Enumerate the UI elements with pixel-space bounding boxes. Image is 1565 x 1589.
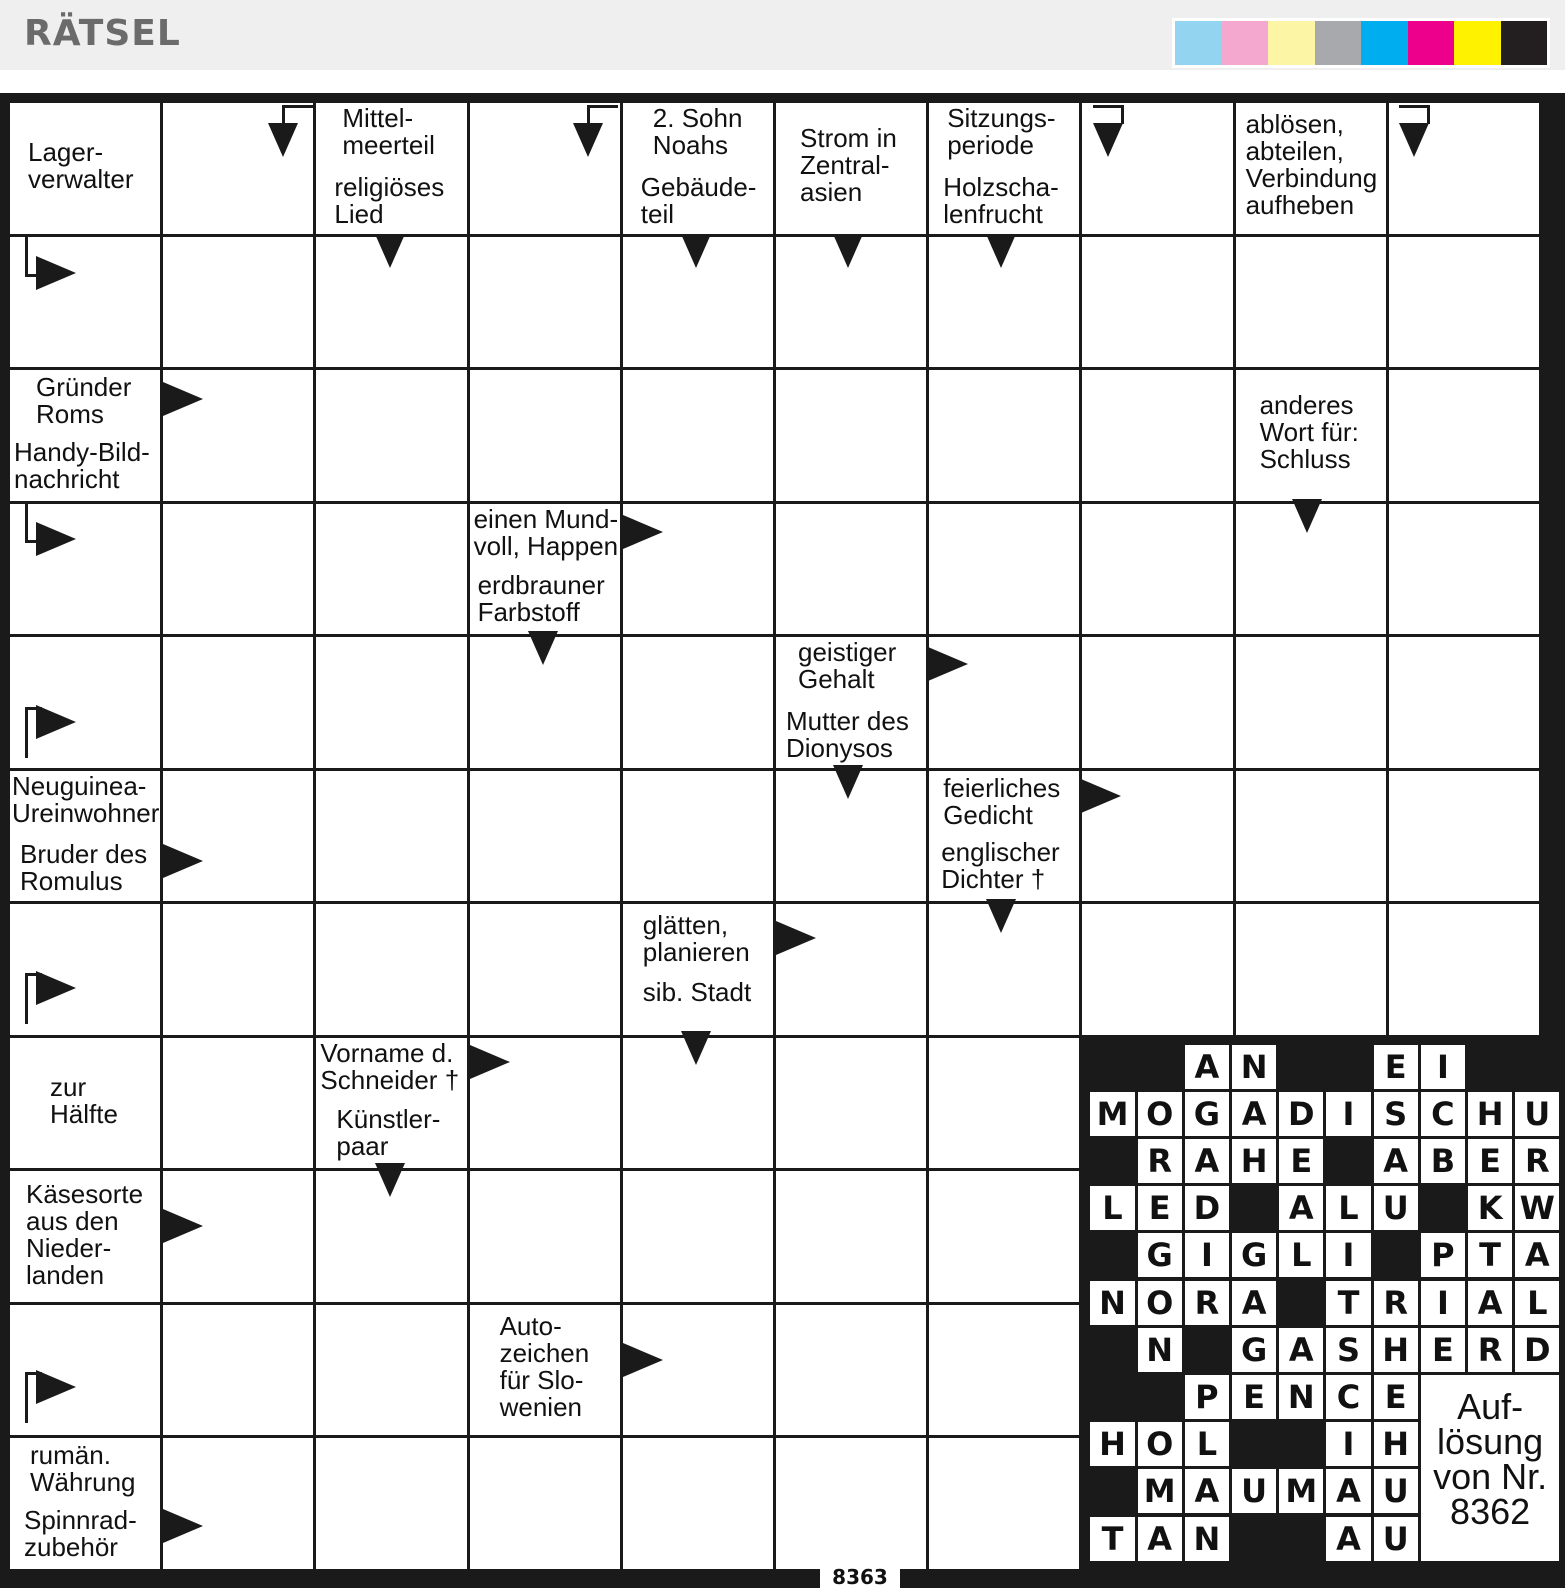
answer-cell[interactable]	[470, 370, 620, 501]
solution-letter: A	[1374, 1139, 1418, 1183]
answer-cell[interactable]	[163, 1438, 313, 1569]
answer-cell[interactable]	[470, 904, 620, 1035]
solution-letter: H	[1090, 1422, 1134, 1466]
solution-letter: B	[1421, 1139, 1465, 1183]
arrow-right-icon	[163, 844, 203, 878]
arrow-right-icon	[163, 382, 203, 416]
solution-letter: A	[1326, 1469, 1370, 1513]
color-swatch	[1361, 21, 1408, 65]
clue-zur-haelfte: zur Hälfte	[10, 1038, 160, 1169]
arrow-down-icon	[268, 123, 298, 157]
arrow-hook-icon	[25, 973, 42, 1024]
solution-letter: A	[1232, 1281, 1276, 1325]
arrow-hook-icon	[25, 707, 42, 758]
solution-letter: T	[1326, 1281, 1370, 1325]
solution-letter: E	[1138, 1186, 1182, 1230]
solution-letter: H	[1374, 1328, 1418, 1372]
arrow-down-icon	[833, 765, 863, 799]
solution-letter: I	[1326, 1092, 1370, 1136]
arrow-down-icon	[573, 123, 603, 157]
solution-letter: C	[1326, 1375, 1370, 1419]
clue-strom-zentralasien: Strom in Zentral- asien	[776, 103, 926, 234]
answer-cell[interactable]	[316, 904, 466, 1035]
solution-letter: T	[1468, 1233, 1512, 1277]
answer-cell[interactable]	[163, 1038, 313, 1169]
clue-sitzungsperiode: Sitzungs- periode	[929, 103, 1079, 167]
clue-mundvoll-happen: einen Mund- voll, Happen	[470, 504, 620, 568]
answer-cell[interactable]	[623, 370, 773, 501]
answer-cell[interactable]	[1389, 637, 1539, 768]
arrow-hook-icon	[25, 502, 42, 543]
solution-letter: A	[1185, 1045, 1229, 1089]
answer-cell[interactable]	[470, 237, 620, 368]
section-title: RÄTSEL	[24, 13, 181, 54]
arrow-hook-icon	[282, 105, 313, 124]
clue-englischer-dichter: englischer Dichter †	[929, 837, 1079, 901]
answer-cell[interactable]	[776, 1038, 926, 1169]
answer-cell[interactable]	[776, 370, 926, 501]
solution-letter: R	[1138, 1139, 1182, 1183]
answer-cell[interactable]	[1082, 637, 1232, 768]
answer-cell[interactable]	[470, 1438, 620, 1569]
answer-cell[interactable]	[1236, 637, 1386, 768]
arrow-right-icon	[1081, 779, 1121, 813]
arrow-right-icon	[36, 522, 76, 556]
clue-kaesesorte: Käsesorte aus den Nieder- landen	[10, 1171, 160, 1302]
solution-letter: R	[1185, 1281, 1229, 1325]
arrow-down-icon	[986, 899, 1016, 933]
color-swatch	[1454, 21, 1501, 65]
solution-letter: S	[1326, 1328, 1370, 1372]
solution-letter: C	[1421, 1092, 1465, 1136]
clue-abloesen: ablösen, abteilen, Verbindung aufheben	[1236, 103, 1386, 234]
solution-letter: I	[1421, 1045, 1465, 1089]
answer-cell[interactable]	[929, 504, 1079, 635]
solution-letter: T	[1090, 1517, 1134, 1561]
answer-cell[interactable]	[929, 370, 1079, 501]
solution-letter: D	[1185, 1186, 1229, 1230]
arrow-right-icon	[623, 515, 663, 549]
solution-letter: L	[1279, 1233, 1323, 1277]
clue-autozeichen-slowenien: Auto- zeichen für Slo- wenien	[470, 1305, 620, 1436]
arrow-down-icon	[681, 234, 711, 268]
puzzle-number: 8363	[820, 1566, 900, 1588]
clue-bruder-romulus: Bruder des Romulus	[10, 837, 160, 901]
arrow-right-icon	[36, 971, 76, 1005]
solution-letter: R	[1468, 1328, 1512, 1372]
answer-cell[interactable]	[1389, 504, 1539, 635]
answer-cell[interactable]	[163, 504, 313, 635]
color-swatch	[1408, 21, 1455, 65]
solution-letter: S	[1374, 1092, 1418, 1136]
answer-cell[interactable]	[163, 904, 313, 1035]
arrow-down-icon	[833, 234, 863, 268]
answer-cell[interactable]	[929, 1171, 1079, 1302]
solution-letter: G	[1185, 1092, 1229, 1136]
solution-letter: D	[1515, 1328, 1559, 1372]
solution-letter: E	[1232, 1375, 1276, 1419]
arrow-down-icon	[1292, 499, 1322, 533]
solution-letter: P	[1421, 1233, 1465, 1277]
solution-letter: L	[1515, 1281, 1559, 1325]
solution-letter: A	[1185, 1469, 1229, 1513]
solution-letter: A	[1279, 1186, 1323, 1230]
solution-letter: M	[1279, 1469, 1323, 1513]
clue-neuguinea-ureinwohner: Neuguinea- Ureinwohner	[10, 771, 160, 835]
arrow-hook-icon	[1399, 105, 1430, 124]
answer-cell[interactable]	[1389, 771, 1539, 902]
clue-religioeses-lied: religiöses Lied	[316, 170, 466, 234]
clue-glaetten-planieren: glätten, planieren	[623, 904, 773, 968]
solution-letter: D	[1279, 1092, 1323, 1136]
clue-feierliches-gedicht: feierliches Gedicht	[929, 771, 1079, 835]
answer-cell[interactable]	[1082, 370, 1232, 501]
solution-letter: O	[1138, 1092, 1182, 1136]
solution-letter: H	[1232, 1139, 1276, 1183]
clue-lagerverwalter: Lager- verwalter	[10, 103, 160, 234]
answer-cell[interactable]	[316, 771, 466, 902]
solution-letter: E	[1468, 1139, 1512, 1183]
answer-cell[interactable]	[623, 771, 773, 902]
solution-letter: A	[1279, 1328, 1323, 1372]
solution-letter: R	[1515, 1139, 1559, 1183]
solution-letter: G	[1232, 1328, 1276, 1372]
solution-letter: N	[1279, 1375, 1323, 1419]
solution-letter: A	[1185, 1139, 1229, 1183]
arrow-down-icon	[986, 234, 1016, 268]
answer-cell[interactable]	[470, 1171, 620, 1302]
solution-letter: E	[1421, 1328, 1465, 1372]
solution-letter: O	[1138, 1281, 1182, 1325]
arrow-right-icon	[36, 1370, 76, 1404]
answer-cell[interactable]	[623, 1438, 773, 1569]
solution-letter: H	[1468, 1092, 1512, 1136]
solution-letter: G	[1232, 1233, 1276, 1277]
answer-cell[interactable]	[316, 370, 466, 501]
clue-spinnradzubehoer: Spinnrad- zubehör	[10, 1505, 160, 1569]
solution-letter: N	[1185, 1517, 1229, 1561]
answer-cell[interactable]	[1236, 237, 1386, 368]
color-swatch	[1315, 21, 1362, 65]
answer-cell[interactable]	[776, 1171, 926, 1302]
solution-letter: U	[1232, 1469, 1276, 1513]
solution-letter: U	[1374, 1469, 1418, 1513]
solution-letter: A	[1326, 1517, 1370, 1561]
arrow-down-icon	[1399, 123, 1429, 157]
arrow-down-icon	[1093, 123, 1123, 157]
answer-cell[interactable]	[1389, 370, 1539, 501]
solution-letter: O	[1138, 1422, 1182, 1466]
answer-cell[interactable]	[1082, 237, 1232, 368]
arrow-down-icon	[375, 1163, 405, 1197]
clue-gebaeudeteil: Gebäude- teil	[623, 170, 773, 234]
clue-erdbrauner-farbstoff: erdbrauner Farbstoff	[470, 570, 620, 634]
answer-cell[interactable]	[623, 637, 773, 768]
solution-letter: H	[1374, 1422, 1418, 1466]
solution-letter: W	[1515, 1186, 1559, 1230]
color-swatch	[1268, 21, 1315, 65]
arrow-hook-icon	[1093, 105, 1124, 124]
answer-cell[interactable]	[776, 504, 926, 635]
solution-letter: U	[1515, 1092, 1559, 1136]
solution-letter: A	[1138, 1517, 1182, 1561]
color-calibration-strip	[1172, 18, 1550, 68]
solution-letter: N	[1232, 1045, 1276, 1089]
answer-cell[interactable]	[1389, 237, 1539, 368]
arrow-hook-icon	[25, 236, 42, 277]
clue-mittelmeerteil: Mittel- meerteil	[316, 103, 466, 167]
solution-letter: L	[1185, 1422, 1229, 1466]
answer-cell[interactable]	[929, 1038, 1079, 1169]
clue-anderes-wort-schluss: anderes Wort für: Schluss	[1236, 370, 1386, 501]
solution-letter: K	[1468, 1186, 1512, 1230]
solution-letter: M	[1090, 1092, 1134, 1136]
solution-letter: N	[1090, 1281, 1134, 1325]
solution-letter: E	[1279, 1139, 1323, 1183]
arrow-hook-icon	[587, 105, 618, 124]
answer-cell[interactable]	[316, 1305, 466, 1436]
solution-letter: U	[1374, 1186, 1418, 1230]
answer-cell[interactable]	[163, 771, 313, 902]
clue-rumaen-waehrung: rumän. Währung	[10, 1438, 160, 1502]
solution-letter: M	[1138, 1469, 1182, 1513]
solution-letter: P	[1185, 1375, 1229, 1419]
solution-letter: E	[1374, 1045, 1418, 1089]
clue-mutter-dionysos: Mutter des Dionysos	[776, 704, 926, 768]
answer-cell[interactable]	[929, 1305, 1079, 1436]
answer-cell[interactable]	[776, 1438, 926, 1569]
solution-letter: G	[1138, 1233, 1182, 1277]
arrow-right-icon	[36, 256, 76, 290]
clue-sib-stadt: sib. Stadt	[623, 971, 773, 1035]
color-swatch	[1501, 21, 1548, 65]
arrow-down-icon	[681, 1031, 711, 1065]
answer-cell[interactable]	[316, 1438, 466, 1569]
arrow-right-icon	[928, 647, 968, 681]
arrow-right-icon	[776, 921, 816, 955]
solution-letter: N	[1138, 1328, 1182, 1372]
color-swatch	[1175, 21, 1222, 65]
clue-geistiger-gehalt: geistiger Gehalt	[776, 637, 926, 701]
solution-letter: I	[1185, 1233, 1229, 1277]
answer-cell[interactable]	[316, 637, 466, 768]
color-swatch	[1222, 21, 1269, 65]
solution-letter: L	[1090, 1186, 1134, 1230]
clue-gruender-roms: Gründer Roms	[10, 370, 160, 434]
clue-vorname-schneider: Vorname d. Schneider †	[316, 1038, 466, 1102]
arrow-down-icon	[528, 631, 558, 665]
arrow-right-icon	[623, 1343, 663, 1377]
arrow-down-icon	[375, 234, 405, 268]
answer-cell[interactable]	[929, 1438, 1079, 1569]
answer-cell[interactable]	[623, 1171, 773, 1302]
answer-cell[interactable]	[776, 1305, 926, 1436]
answer-cell[interactable]	[1082, 904, 1232, 1035]
arrow-right-icon	[470, 1045, 510, 1079]
clue-holzschalenfrucht: Holzscha- lenfrucht	[929, 170, 1079, 234]
arrow-hook-icon	[25, 1372, 42, 1423]
answer-cell[interactable]	[1389, 904, 1539, 1035]
answer-cell[interactable]	[163, 237, 313, 368]
solution-label: Auf- lösung von Nr. 8362	[1421, 1375, 1560, 1561]
solution-letter: U	[1374, 1517, 1418, 1561]
solution-letter: E	[1374, 1375, 1418, 1419]
clue-sohn-noahs: 2. Sohn Noahs	[623, 103, 773, 167]
solution-letter: A	[1468, 1281, 1512, 1325]
solution-letter: R	[1374, 1281, 1418, 1325]
answer-cell[interactable]	[163, 1305, 313, 1436]
solution-letter: A	[1515, 1233, 1559, 1277]
answer-cell[interactable]	[163, 637, 313, 768]
arrow-right-icon	[163, 1509, 203, 1543]
answer-cell[interactable]	[316, 504, 466, 635]
answer-cell[interactable]	[470, 771, 620, 902]
answer-cell[interactable]	[1082, 504, 1232, 635]
solution-letter: I	[1326, 1422, 1370, 1466]
solution-letter: A	[1232, 1092, 1276, 1136]
solution-letter: L	[1326, 1186, 1370, 1230]
arrow-right-icon	[163, 1209, 203, 1243]
solution-letter: I	[1421, 1281, 1465, 1325]
header-bar	[0, 0, 1565, 70]
clue-handy-bildnachricht: Handy-Bild- nachricht	[10, 437, 160, 501]
clue-kuenstlerpaar: Künstler- paar	[316, 1104, 466, 1168]
arrow-right-icon	[36, 705, 76, 739]
solution-letter: I	[1326, 1233, 1370, 1277]
crossword-grid	[0, 93, 1565, 1588]
answer-cell[interactable]	[1236, 904, 1386, 1035]
answer-cell[interactable]	[1236, 771, 1386, 902]
